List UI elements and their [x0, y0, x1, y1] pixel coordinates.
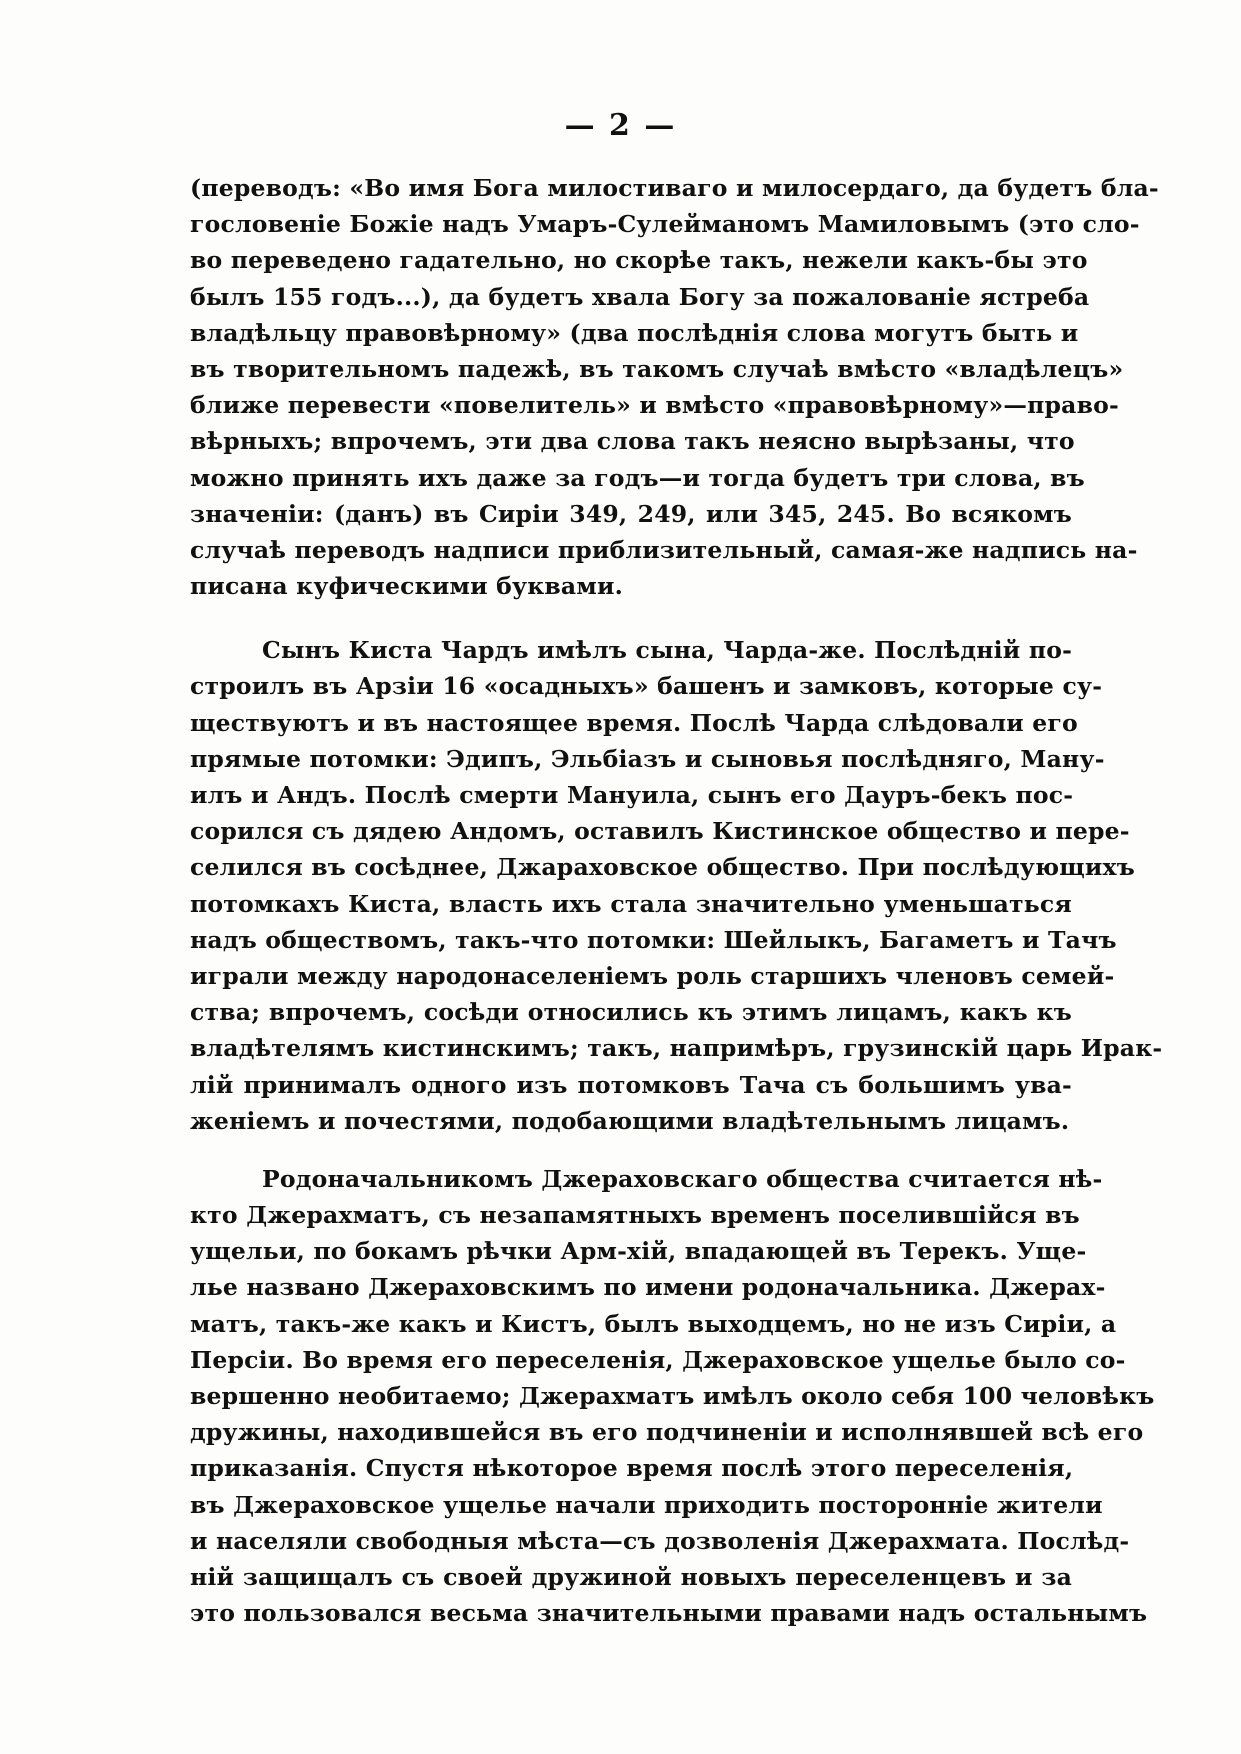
- text-line: кто Джерахматъ, съ незапамятныхъ временъ поселившійся въ: [190, 1201, 1080, 1230]
- paragraph-translation-note: [190, 170, 1159, 604]
- text-line: ществуютъ и въ настоящее время. Послѣ Чарда слѣдовали его: [190, 708, 1078, 737]
- text-line: играли между народонаселеніемъ роль старшихъ членовъ семей-: [190, 961, 1115, 990]
- paragraph-spacer: [190, 604, 1072, 632]
- text-line: писана куфическими буквами.: [190, 572, 623, 601]
- text-line: значеніи: (данъ) въ Сиріи 349, 249, или 345, 245. Во всякомъ: [190, 499, 1072, 528]
- text-line: лій принималъ одного изъ потомковъ Тача съ большимъ ува-: [190, 1070, 1072, 1099]
- text-line: Сынъ Киста Чардъ имѣлъ сына, Чарда-же. Послѣдній по-: [262, 636, 1073, 665]
- text-line: прямые потомки: Эдипъ, Эльбіазъ и сыновья послѣдняго, Ману-: [190, 744, 1105, 773]
- text-line: гословеніе Божіе надъ Умаръ-Сулейманомъ Мамиловымъ (это сло-: [190, 210, 1140, 239]
- text-line: строилъ въ Арзіи 16 «осадныхъ» башенъ и замковъ, которые су-: [190, 672, 1103, 701]
- text-line: приказанія. Спустя нѣкоторое время послѣ этого переселенія,: [190, 1454, 1074, 1483]
- text-line: сорился съ дядею Андомъ, оставилъ Кистинское общество и пере-: [190, 817, 1130, 846]
- text-line: ства; впрочемъ, сосѣди относились къ этимъ лицамъ, какъ къ: [190, 998, 1072, 1027]
- text-line: ній защищалъ съ своей дружиной новыхъ переселенцевъ и за: [190, 1562, 1072, 1591]
- text-line: это пользовался весьма значительными правами надъ остальнымъ: [190, 1599, 1148, 1628]
- text-line: владѣльцу правовѣрному» (два послѣднія слова могутъ быть и: [190, 318, 1079, 347]
- text-line: случаѣ переводъ надписи приблизительный, самая-же надпись на-: [190, 535, 1138, 564]
- text-line: вѣрныхъ; впрочемъ, эти два слова такъ неясно вырѣзаны, что: [190, 427, 1075, 456]
- text-line: владѣтелямъ кистинскимъ; такъ, напримѣръ, грузинскій царь Ирак-: [190, 1034, 1163, 1063]
- text-line: Родоначальникомъ Джераховскаго общества считается нѣ-: [262, 1164, 1103, 1193]
- paragraph-chard-lineage: [190, 632, 1163, 1139]
- paragraph-djerakhovsky-society: [190, 1161, 1155, 1631]
- text-line: селился въ сосѣднее, Джараховское общество. При послѣдующихъ: [190, 853, 1135, 882]
- text-line: илъ и Андъ. Послѣ смерти Мануила, сынъ его Дауръ-бекъ пос-: [190, 781, 1074, 809]
- text-line: ущельи, по бокамъ рѣчки Арм-хій, впадающей въ Терекъ. Уще-: [190, 1237, 1087, 1266]
- text-line: и населяли свободныя мѣста—съ дозволенія Джерахмата. Послѣд-: [190, 1526, 1130, 1555]
- text-line: во переведено гадательно, но скорѣе такъ, нежели какъ-бы это: [190, 246, 1088, 275]
- text-line: былъ 155 годъ...), да будетъ хвала Богу за пожалованіе ястреба: [190, 282, 1090, 311]
- text-line: вершенно необитаемо; Джерахматъ имѣлъ около себя 100 человѣкъ: [190, 1382, 1155, 1410]
- text-line: Персіи. Во время его переселенія, Джераховское ущелье было со-: [190, 1345, 1126, 1374]
- text-line: надъ обществомъ, такъ-что потомки: Шейлыкъ, Багаметъ и Тачъ: [190, 925, 1117, 954]
- page-number: — 2 —: [564, 108, 677, 143]
- text-line: дружины, находившейся въ его подчиненіи и исполнявшей всѣ его: [190, 1418, 1144, 1447]
- text-body: [190, 170, 1163, 1631]
- text-line: матъ, такъ-же какъ и Кистъ, былъ выходцемъ, но не изъ Сиріи, а: [190, 1309, 1117, 1338]
- text-line: въ Джераховское ущелье начали приходить посторонніе жители: [190, 1490, 1103, 1519]
- text-line: лье названо Джераховскимъ по имени родоначальника. Джерах-: [190, 1273, 1106, 1302]
- text-line: женіемъ и почестями, подобающими владѣтельнымъ лицамъ.: [190, 1106, 1070, 1135]
- paragraph-spacer: [190, 1139, 1072, 1161]
- text-line: ближе перевести «повелитель» и вмѣсто «правовѣрному»—право-: [190, 391, 1119, 420]
- text-line: можно принять ихъ даже за годъ—и тогда будетъ три слова, въ: [190, 463, 1085, 492]
- text-line: потомкахъ Киста, власть ихъ стала значительно уменьшаться: [190, 889, 1072, 918]
- text-line: въ творительномъ падежѣ, въ такомъ случаѣ вмѣсто «владѣлецъ»: [190, 354, 1124, 383]
- text-line: (переводъ: «Во имя Бога милостиваго и милосердаго, да будетъ бла-: [190, 174, 1159, 202]
